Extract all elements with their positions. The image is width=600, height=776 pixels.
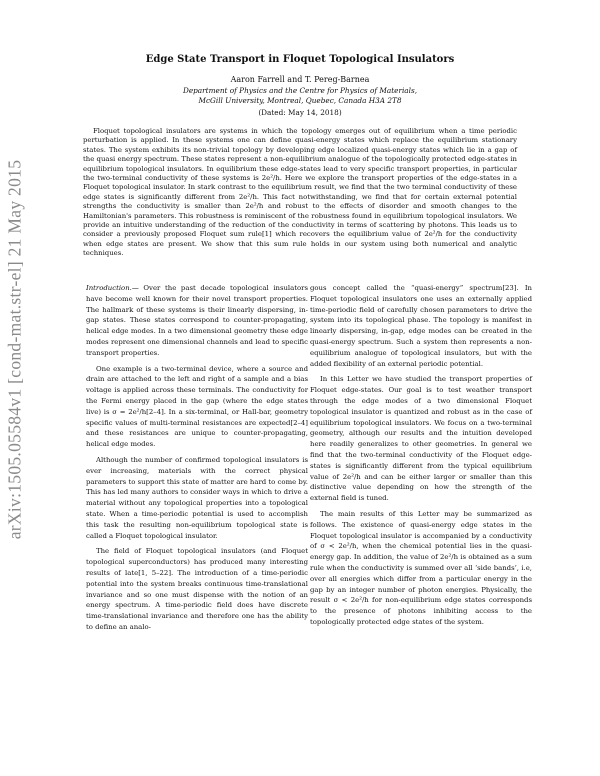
paper-title: Edge State Transport in Floquet Topological Insulators [145,54,455,65]
right-column [310,283,532,633]
paragraph-text: Over the past decade topological insulators have become well known for their novel transport properties. The hallmark of these systems is their linearly dispersing, in-gap states. These states correspond to counter-propagating, helical edge modes. In a two dimensional geometry these edge modes represent one dimensional channels and lead to specific transport properties. [86,284,308,357]
paper-authors: Aaron Farrell and T. Pereg-Barnea [230,75,370,84]
body-paragraph: gous concept called the “quasi-energy” spectrum[23]. In Floquet topological insulators one uses an externally applied time-periodic field of carefully chosen parameters to drive the system into its topological phase. The topology is manifest in linearly dispersing, in-gap, edge modes can be created in the quasi-energy spectrum. Such a system then represents a non-equilibrium analogue of topological insulators, but with the added flexibility of an external periodic potential. [310,284,532,368]
body-paragraph: The field of Floquet topological insulators (and Floquet topological superconductors) has produced many interesting results of late[1, 5–22]. The introduction of a time-periodic potential into the system breaks continuous time-translational invariance and so one must dispense with the notion of an energy spectrum. A time-periodic field does have discrete time-translational invariance and therefore one has the ability to define an analo- [86,547,308,631]
body-paragraph: In this Letter we have studied the transport properties of Floquet edge-states. Our goal is to test weather transport through the edge modes of a two dimensional Floquet topological insulator is quantized and robust as in the case of equilibrium topological insulators. We focus on a two-terminal geometry, although our results and the intuition developed here readily generalizes to other geometries. In general we find that the two-terminal conductivity of the Floquet edge-states is significantly different from the typical equilibrium value of 2e²/h and can be either larger or smaller than this distinctive value depending on how the strength of the external field is tuned. [310,375,532,503]
left-column [86,283,308,638]
abstract: Floquet topological insulators are systems in which the topology emerges out of equilibrium when a time periodic perturbation is applied. In these systems one can define quasi-energy states which replace the equilibrium stationary states. The system exhibits its non-trivial topology by developing edge localized quasi-energy states which lie in a gap of the quasi energy spectrum. These states represent a non-equilibrium analogue of the topologically protected edge-states in equilibrium topological insulators. In equilibrium these edge-states lead to very specific transport properties, in particular the two-terminal conductivity of these systems is 2e²/h. Here we explore the transport properties of the edge-states in a Floquet topological insulator. In stark contrast to the equilibrium result, we find that the two terminal conductivity of these edge states is significantly different from 2e²/h. This fact notwithstanding, we find that for certain external potential strengths the conductivity is smaller than 2e²/h and robust to the effects of disorder and smooth changes to the Hamiltonian's parameters. This robustness is reminiscent of the robustness found in equilibrium topological insulators. We provide an intuitive understanding of the reduction of the conductivity in terms of scattering by photons. This leads us to consider a previously proposed Floquet sum rule[1] which recovers the equilibrium value of 2e²/h for the conductivity when edge states are present. We show that this sum rule holds in our system using both numerical and analytic techniques. [83,127,517,258]
body-paragraph [86,283,308,359]
affiliation-line: Department of Physics and the Centre for Physics of Materials, [182,86,418,95]
arxiv-identifier-stamp [1,84,29,614]
author-affiliation [60,86,540,105]
body-paragraph: Although the number of confirmed topological insulators is ever increasing, materials with the correct physical parameters to support this state of matter are hard to come by. This has led many authors to consider ways in which to drive a material without any topological properties into a topological state. When a time-periodic potential is used to accomplish this task the resulting non-equilibrium topological state is called a Floquet topological insulator. [86,455,308,540]
section-label: Introduction.— [86,284,139,292]
body-paragraph: One example is a two-terminal device, where a source and drain are attached to the left and right of a sample and a bias voltage is applied across these terminals. The conductivity for the Fermi energy placed in the gap (where the edge states live) is σ = 2e²/h[2–4]. In a six-terminal, or Hall-bar, geometry specific values of multi-terminal resistances are expected[2–4] and these resistances are unique to counter-propagating, helical edge modes. [86,364,308,449]
paper-date: (Dated: May 14, 2018) [258,108,342,117]
affiliation-line: McGill University, Montreal, Quebec, Canada H3A 2T8 [198,95,402,105]
body-paragraph: The main results of this Letter may be summarized as follows. The existence of quasi-energy edge states in the Floquet topological insulator is accompanied by a conductivity of σ < 2e²/h, when the chemical potential lies in the quasi-energy gap. In addition, the value of 2e²/h is obtained as a sum rule when the conductivity is summed over all ‘side bands’, i.e, over all energies which differ from a particular energy in the gap by an integer number of photon energies. Physically, the result σ < 2e²/h for non-equilibrium edge states corresponds to the presence of photons inhibiting access to the topologically protected edge states of the system. [310,509,532,626]
arxiv-identifier-text: arXiv:1505.05584v1 [cond-mat.str-el] 21 May 2015 [4,159,25,539]
